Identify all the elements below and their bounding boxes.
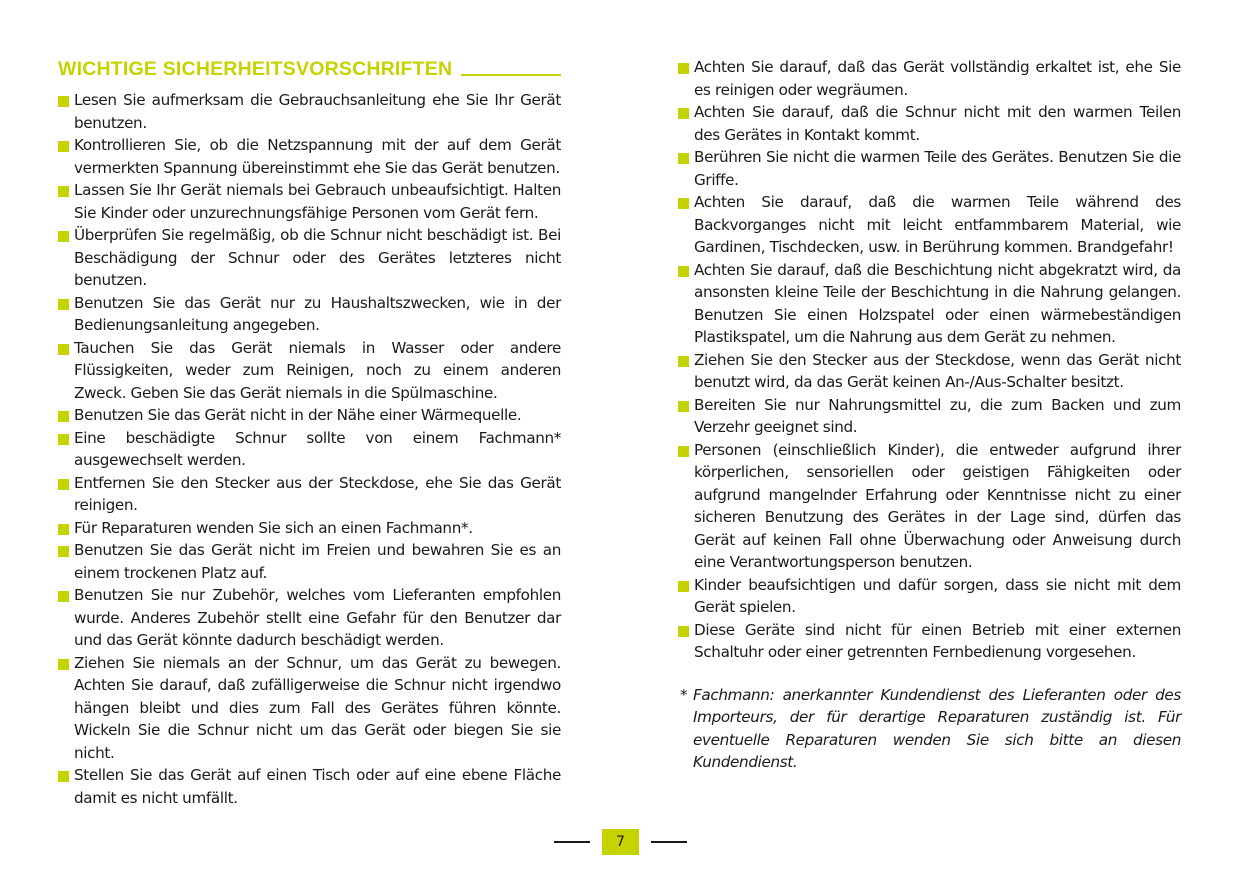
square-bullet-icon [58, 344, 69, 355]
safety-item [58, 224, 561, 292]
safety-item-text: Überprüfen Sie regelmäßig, ob die Schnur nicht beschädigt ist. Bei Beschädigung der Schnur oder des Gerätes letzteres nicht benutzen. [74, 226, 561, 289]
square-bullet-icon [58, 524, 69, 535]
safety-item [58, 179, 561, 224]
square-bullet-icon [678, 401, 689, 412]
safety-item [678, 56, 1181, 101]
safety-item [58, 652, 561, 765]
safety-item [58, 517, 561, 540]
square-bullet-icon [58, 546, 69, 557]
square-bullet-icon [58, 659, 69, 670]
safety-item [58, 337, 561, 405]
square-bullet-icon [58, 591, 69, 602]
square-bullet-icon [58, 141, 69, 152]
safety-item-text: Ziehen Sie den Stecker aus der Steckdose, wenn das Gerät nicht benutzt wird, da das Gerät keinen An-/Aus-Schalter besitzt. [694, 350, 1181, 391]
square-bullet-icon [678, 446, 689, 457]
safety-item-text: Achten Sie darauf, daß die warmen Teile während des Backvorganges nicht mit leicht entfammbarem Material, wie Gardinen, Tischdecken, usw. in Berührung kommen. Brandgefahr! [694, 193, 1181, 256]
square-bullet-icon [58, 771, 69, 782]
section-title: WICHTIGE SICHERHEITSVORSCHRIFTEN [58, 58, 453, 80]
safety-item [58, 89, 561, 134]
footnote-marker: * [680, 685, 688, 704]
safety-item [58, 134, 561, 179]
safety-item-text: Achten Sie darauf, daß die Schnur nicht mit den warmen Teilen des Gerätes in Kontakt kommt. [694, 103, 1181, 144]
square-bullet-icon [58, 231, 69, 242]
safety-item [678, 146, 1181, 191]
safety-item [58, 427, 561, 472]
right-column [678, 56, 1181, 774]
safety-item-text: Tauchen Sie das Gerät niemals in Wasser oder andere Flüssigkeiten, weder zum Reinigen, noch zu einem anderen Zweck. Geben Sie das Gerät niemals in die Spülmaschine. [74, 338, 561, 402]
safety-item [678, 439, 1181, 574]
square-bullet-icon [678, 581, 689, 592]
safety-item [58, 472, 561, 517]
safety-item-text: Eine beschädigte Schnur sollte von einem Fachmann* ausgewechselt werden. [74, 428, 561, 469]
square-bullet-icon [58, 299, 69, 310]
right-safety-list [678, 56, 1181, 664]
safety-item [678, 101, 1181, 146]
safety-item-text: Lassen Sie Ihr Gerät niemals bei Gebrauch unbeaufsichtigt. Halten Sie Kinder oder unzurechnungsfähige Personen vom Gerät fern. [74, 181, 561, 222]
left-safety-list [58, 89, 561, 809]
square-bullet-icon [58, 434, 69, 445]
safety-item-text: Berühren Sie nicht die warmen Teile des Gerätes. Benutzen Sie die Griffe. [694, 148, 1181, 189]
safety-item-text: Benutzen Sie nur Zubehör, welches vom Lieferanten empfohlen wurde. Anderes Zubehör stellt eine Gefahr für den Benutzer dar und das Gerät könnte dadurch beschädigt werden. [74, 586, 561, 649]
safety-item-text: Bereiten Sie nur Nahrungsmittel zu, die zum Backen und zum Verzehr geeignet sind. [694, 395, 1181, 436]
safety-item [58, 584, 561, 652]
safety-item-text: Für Reparaturen wenden Sie sich an einen Fachmann*. [74, 518, 473, 537]
safety-item [678, 191, 1181, 259]
left-column [58, 56, 561, 809]
safety-item-text: Kinder beaufsichtigen und dafür sorgen, dass sie nicht mit dem Gerät spielen. [694, 575, 1181, 616]
page-number: 7 [602, 829, 639, 855]
safety-item [58, 404, 561, 427]
safety-item [678, 259, 1181, 349]
square-bullet-icon [678, 153, 689, 164]
safety-item-text: Benutzen Sie das Gerät nicht im Freien und bewahren Sie es an einem trockenen Platz auf. [74, 541, 561, 582]
section-heading [58, 56, 561, 82]
safety-item-text: Benutzen Sie das Gerät nicht in der Nähe einer Wärmequelle. [74, 406, 522, 424]
square-bullet-icon [58, 479, 69, 490]
square-bullet-icon [58, 186, 69, 197]
page-number-dash-right [651, 841, 687, 843]
safety-item-text: Achten Sie darauf, daß die Beschichtung nicht abgekratzt wird, da ansonsten kleine Teile der Beschichtung in die Nahrung gelangen. Benutzen Sie einen Holzspatel oder einen wärmebeständigen Plastikspatel, um die Nahrung aus dem Gerät zu nehmen. [694, 260, 1181, 346]
safety-item-text: Kontrollieren Sie, ob die Netzspannung mit der auf dem Gerät vermerkten Spannung übereinstimmt ehe Sie das Gerät benutzen. [74, 136, 561, 177]
safety-item [678, 619, 1181, 664]
safety-item-text: Benutzen Sie das Gerät nur zu Haushaltszwecken, wie in der Bedienungsanleitung angegeben. [74, 293, 561, 334]
square-bullet-icon [678, 198, 689, 209]
safety-item-text: Ziehen Sie niemals an der Schnur, um das Gerät zu bewegen. Achten Sie darauf, daß zufälligerweise die Schnur nicht irgendwo hängen bleibt und dies zum Fall des Gerätes führen könnte. Wickeln Sie die Schnur nicht um das Gerät oder biegen Sie sie nicht. [74, 653, 561, 762]
square-bullet-icon [678, 626, 689, 637]
square-bullet-icon [58, 411, 69, 422]
square-bullet-icon [678, 266, 689, 277]
safety-item [58, 539, 561, 584]
safety-item-text: Diese Geräte sind nicht für einen Betrieb mit einer externen Schaltuhr oder einer getrennten Fernbedienung vorgesehen. [694, 620, 1181, 661]
safety-item-text: Entfernen Sie den Stecker aus der Steckdose, ehe Sie das Gerät reinigen. [74, 473, 561, 514]
safety-item-text: Lesen Sie aufmerksam die Gebrauchsanleitung ehe Sie Ihr Gerät benutzen. [74, 91, 561, 132]
safety-item [58, 292, 561, 337]
safety-item [58, 764, 561, 809]
square-bullet-icon [58, 96, 69, 107]
square-bullet-icon [678, 63, 689, 74]
safety-item-text: Stellen Sie das Gerät auf einen Tisch oder auf eine ebene Fläche damit es nicht umfällt. [74, 766, 561, 807]
footnote-text: Fachmann: anerkannter Kundendienst des Lieferanten oder des Importeurs, der für derartige Reparaturen zuständig ist. Für eventuelle Reparaturen wenden Sie sich bitte an diesen Kundendienst. [693, 685, 1181, 771]
footnote [678, 684, 1181, 774]
square-bullet-icon [678, 108, 689, 119]
page-number-dash-left [554, 841, 590, 843]
square-bullet-icon [678, 356, 689, 367]
safety-item [678, 394, 1181, 439]
page-number-indicator [554, 829, 687, 855]
safety-item-text: Achten Sie darauf, daß das Gerät vollständig erkaltet ist, ehe Sie es reinigen oder wegräumen. [694, 58, 1181, 99]
title-underline [461, 74, 561, 76]
safety-item [678, 574, 1181, 619]
safety-item-text: Personen (einschließlich Kinder), die entweder aufgrund ihrer körperlichen, sensoriellen oder geistigen Fähigkeiten oder aufgrund mangelnder Erfahrung oder Kenntnisse nicht zu einer sicheren Benutzung des Gerätes in der Lage sind, dürfen das Gerät auf keinen Fall ohne Überwachung oder Anweisung durch eine Verantwortungsperson benutzen. [694, 440, 1181, 571]
safety-item [678, 349, 1181, 394]
